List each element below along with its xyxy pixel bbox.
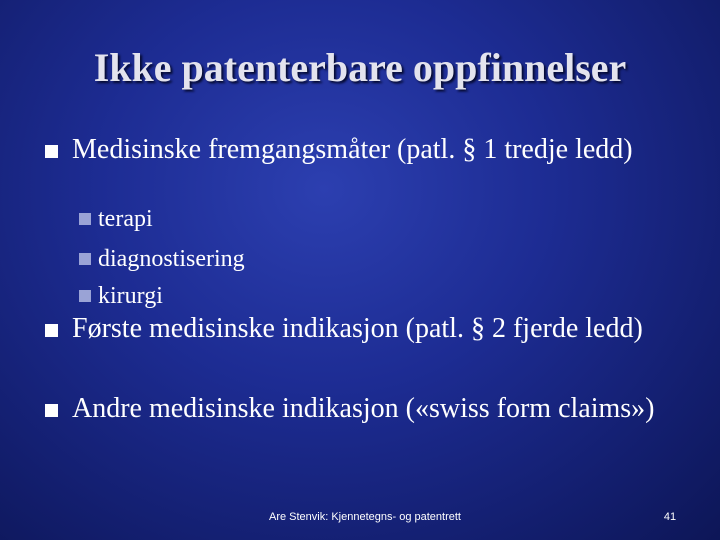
square-bullet-icon (45, 145, 58, 158)
slide-title: Ikke patenterbare oppfinnelser (93, 45, 627, 90)
bullet-andre-medisinske-indikasjon: Andre medisinske indikasjon («swiss form claims») (72, 393, 655, 424)
square-bullet-icon (45, 404, 58, 417)
subitem-diagnostisering: diagnostisering (98, 246, 245, 272)
square-bullet-icon (45, 324, 58, 337)
subitem-kirurgi: kirurgi (98, 283, 163, 309)
square-bullet-icon (79, 290, 91, 302)
bullet-forste-medisinske-indikasjon: Første medisinske indikasjon (patl. § 2 fjerde ledd) (72, 313, 643, 344)
footer-text: Are Stenvik: Kjennetegns- og patentrett (268, 511, 461, 523)
page-number: 41 (663, 511, 677, 523)
square-bullet-icon (79, 213, 91, 225)
bullet-medisinske-fremgangsmater: Medisinske fremgangsmåter (patl. § 1 tredje ledd) (72, 134, 633, 165)
subitem-terapi: terapi (98, 206, 153, 232)
square-bullet-icon (79, 253, 91, 265)
